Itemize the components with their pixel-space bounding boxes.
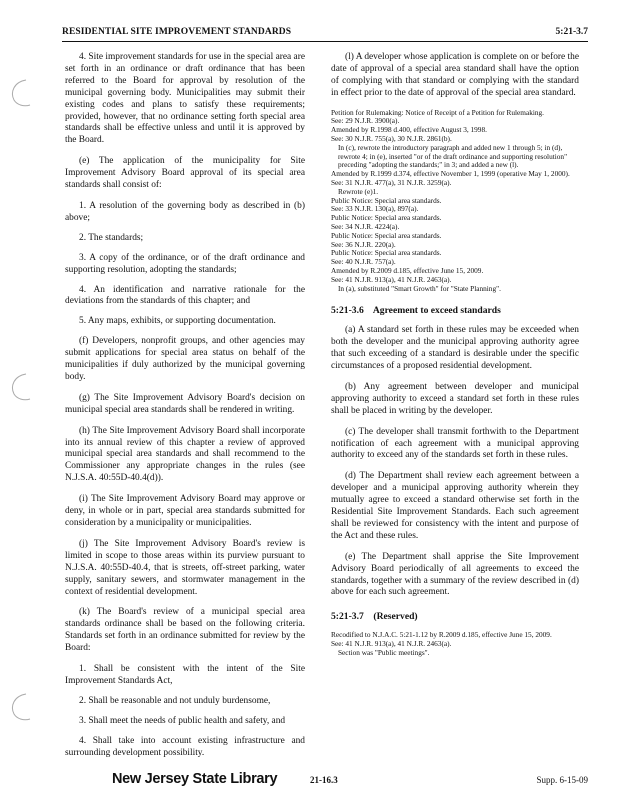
paragraph-g: (g) The Site Improvement Advisory Board's decision on municipal special area standards shall be rendered in writing. bbox=[65, 392, 305, 415]
section-title: Agreement to exceed standards bbox=[372, 305, 501, 317]
paragraph-h: (h) The Site Improvement Advisory Board shall incorporate into its annual review of this chapter a review of approved municipal special area standards and shall recommend to the Commissioner any appropriate changes in the rules (see N.J.S.A. 40:55D-40.4(d)). bbox=[65, 425, 305, 484]
list-item: 1. A resolution of the governing body as described in (b) above; bbox=[65, 200, 305, 223]
history-line: In (c), rewrote the introductory paragraph and added new 1 through 5; in (d), rewrote 4; in (e), inserted "or of the draft ordinance and supporting resolution" preceding "adopting the standards;" in 3; and added a new (l). bbox=[338, 142, 568, 170]
page-footer bbox=[62, 771, 588, 789]
paragraph-i: (i) The Site Improvement Advisory Board may approve or deny, in whole or in part, special area standards submitted for consideration by a municipality or municipalities. bbox=[65, 494, 305, 528]
section-title: (Reserved) bbox=[373, 611, 418, 623]
history-line: Section was "Public meetings". bbox=[338, 647, 430, 657]
paragraph-e: (e) The application of the municipality for Site Improvement Advisory Board approval of its special area standards shall consist of: bbox=[65, 156, 305, 191]
paragraph-f: (f) Developers, nonprofit groups, and other agencies may submit applications for special area status on behalf of the municipalities if duly authorized by the municipal governing body. bbox=[65, 336, 305, 382]
history-line: See: 41 N.J.R. 913(a), 41 N.J.R. 2463(a). bbox=[331, 274, 452, 284]
history-line: Public Notice: Special area standards. bbox=[331, 213, 442, 223]
list-item: 2. The standards; bbox=[79, 232, 144, 243]
running-header bbox=[62, 27, 588, 42]
history-line: Recodified to N.J.A.C. 5:21-1.12 by R.2009 d.185, effective June 15, 2009. bbox=[331, 630, 552, 640]
binder-hole-mark bbox=[4, 370, 40, 404]
history-line: Amended by R.1998 d.400, effective August 3, 1998. bbox=[331, 125, 487, 135]
list-item: 5. Any maps, exhibits, or supporting documentation. bbox=[79, 316, 276, 327]
left-column bbox=[65, 52, 305, 768]
binder-hole-mark bbox=[4, 690, 40, 724]
page-number: 21-16.3 bbox=[310, 775, 338, 785]
section-number: 5:21-3.7 bbox=[331, 611, 364, 623]
paragraph-j: (j) The Site Improvement Advisory Board's review is limited in scope to those areas within its purview pursuant to N.J.S.A. 40:55D-40.4, that is streets, off-street parking, water supply, sanitary sewers, and stormwater management in the context of residential development. bbox=[65, 538, 305, 597]
paragraph: (e) The Department shall apprise the Site Improvement Advisory Board periodically of all agreements to exceed the standards, together with a summary of the review described in (d) above for each such agreement. bbox=[331, 551, 579, 598]
history-line: See: 33 N.J.R. 130(a), 897(a). bbox=[331, 204, 419, 214]
section-number: 5:21-3.6 bbox=[331, 305, 364, 317]
history-line: Public Notice: Special area standards. bbox=[331, 230, 442, 240]
header-title: RESIDENTIAL SITE IMPROVEMENT STANDARDS bbox=[62, 27, 292, 37]
history-line: Amended by R.1999 d.374, effective November 1, 1999 (operative May 1, 2000). bbox=[331, 169, 570, 179]
paragraph-l: (l) A developer whose application is complete on or before the date of approval of a special area standard shall have the option of complying with that standard or complying with the standard in effect prior to the date of approval of the special area standard. bbox=[331, 52, 579, 98]
history-line: See: 29 N.J.R. 3900(a). bbox=[331, 116, 400, 126]
history-line: Public Notice: Special area standards. bbox=[331, 248, 442, 258]
list-item: 3. A copy of the ordinance, or of the draft ordinance and supporting resolution, adopting the standards; bbox=[65, 252, 305, 275]
paragraph: (a) A standard set forth in these rules may be exceeded when both the developer and the municipal approving authority agree that such exceeding of a standard is desirable under the specific circumstances of a proposed residential development. bbox=[331, 325, 579, 371]
history-line: In (a), substituted "Smart Growth" for "State Planning". bbox=[338, 283, 501, 293]
list-item: 1. Shall be consistent with the intent of the Site Improvement Standards Act, bbox=[65, 664, 305, 686]
history-line: Public Notice: Special area standards. bbox=[331, 195, 442, 205]
history-line: See: 40 N.J.R. 757(a). bbox=[331, 257, 396, 267]
supplement-date: Supp. 6-15-09 bbox=[536, 775, 588, 785]
paragraph-d4: 4. Site improvement standards for use in the special area are set forth in an ordinance or draft ordinance that has been referred to the Board for approval by resolution of the municipal governing body. Municipalities may submit their existing codes and plans to satisfy these requirements; provided, however, that no ordinance setting forth special area standards shall be effective unless and until it is approved by the Board. bbox=[65, 52, 305, 146]
binder-hole-mark bbox=[4, 76, 40, 110]
header-section-number: 5:21-3.7 bbox=[555, 27, 588, 37]
list-item: 4. Shall take into account existing infrastructure and surrounding development possibility. bbox=[65, 735, 305, 758]
paragraph-k: (k) The Board's review of a municipal special area standards ordinance shall be based on the following criteria. Standards set forth in an ordinance submitted for review by the Board: bbox=[65, 607, 305, 654]
history-line: See: 36 N.J.R. 220(a). bbox=[331, 239, 396, 249]
list-item: 3. Shall meet the needs of public health and safety, and bbox=[79, 715, 286, 726]
section-heading-3-7 bbox=[331, 611, 579, 623]
history-notes bbox=[331, 109, 579, 294]
paragraph: (b) Any agreement between developer and municipal approving authority to exceed a standard set forth in these rules shall be placed in writing by the developer. bbox=[331, 381, 579, 416]
right-column bbox=[331, 52, 579, 670]
history-line: See: 31 N.J.R. 477(a), 31 N.J.R. 3259(a). bbox=[331, 178, 452, 187]
section-heading-3-6 bbox=[331, 305, 579, 317]
history-line: Rewrote (e)1. bbox=[338, 186, 379, 196]
history-notes bbox=[331, 631, 579, 657]
history-line: See: 41 N.J.R. 913(a), 41 N.J.R. 2463(a). bbox=[331, 639, 452, 649]
history-line: Amended by R.2009 d.185, effective June 15, 2009. bbox=[331, 265, 484, 275]
list-item: 4. An identification and narrative rationale for the deviations from the standards of this chapter; and bbox=[65, 284, 305, 307]
history-line: See: 30 N.J.R. 755(a), 30 N.J.R. 2861(b). bbox=[331, 134, 452, 144]
library-stamp: New Jersey State Library bbox=[112, 771, 278, 787]
history-line: See: 34 N.J.R. 4224(a). bbox=[331, 221, 400, 231]
history-line: Petition for Rulemaking: Notice of Receipt of a Petition for Rulemaking. bbox=[331, 107, 544, 117]
paragraph: (d) The Department shall review each agreement between a developer and a municipal approving authority wherein they mutually agree to exceed a standard otherwise set forth in the Residential Site Improvement Standards. Each such agreement shall be reviewed for consistency with the intent and purpose of the Act and these rules. bbox=[331, 471, 579, 541]
paragraph: (c) The developer shall transmit forthwith to the Department notification of each agreement with a municipal approving authority to exceed any of the standards set forth in these rules. bbox=[331, 426, 579, 461]
list-item: 2. Shall be reasonable and not unduly burdensome, bbox=[79, 695, 271, 706]
